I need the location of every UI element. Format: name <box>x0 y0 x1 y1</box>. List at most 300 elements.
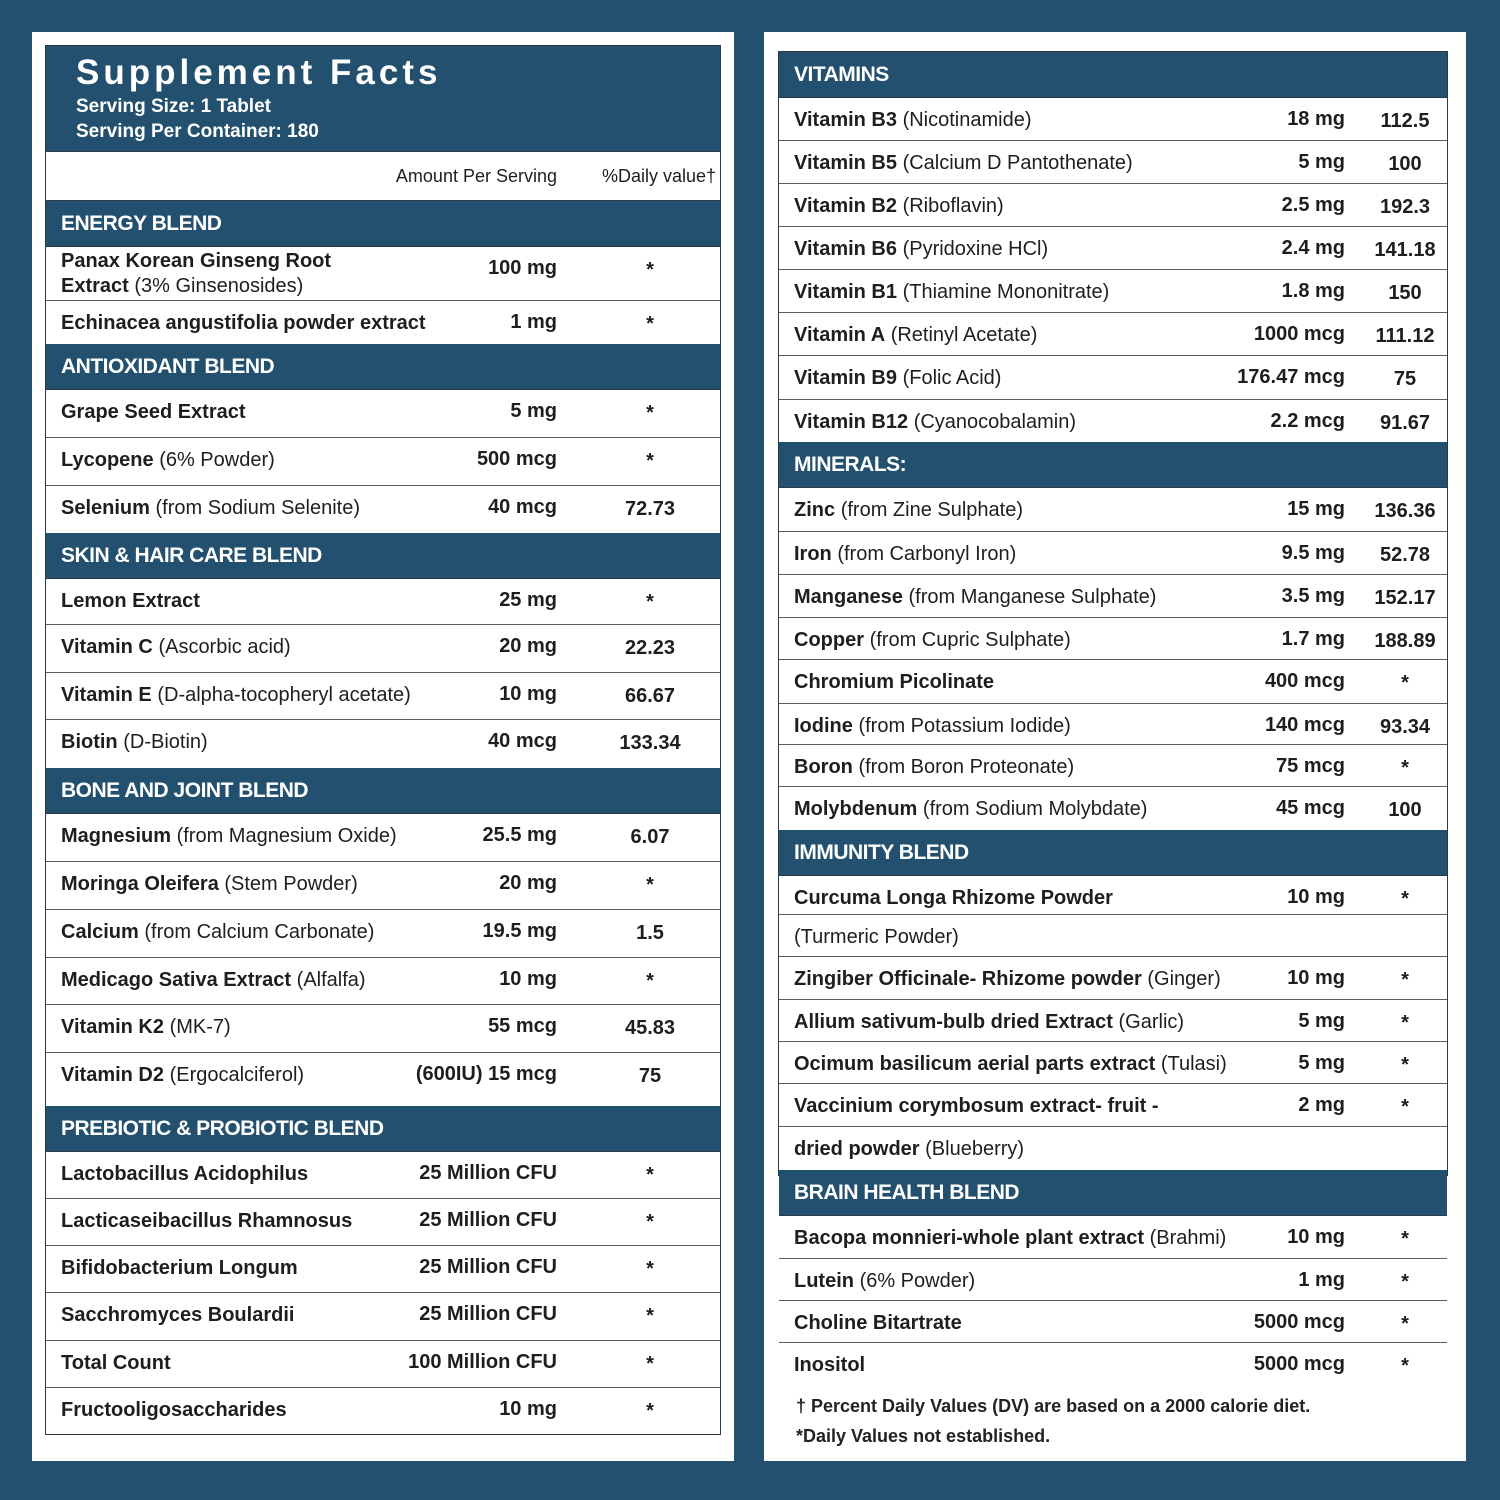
daily-value: 100 <box>1388 153 1422 175</box>
ingredient-source: (Ascorbic acid) <box>158 636 291 658</box>
amount-per-serving: 9.5 mg <box>1281 542 1345 564</box>
daily-value: * <box>646 313 654 335</box>
ingredient-row <box>46 1005 720 1053</box>
amount-per-serving: 25 Million CFU <box>419 1209 557 1231</box>
ingredient-primary: Vitamin B9 <box>794 367 897 389</box>
ingredient-row <box>46 862 720 910</box>
ingredient-name <box>61 920 374 945</box>
amount-per-serving: 15 mg <box>1287 498 1345 520</box>
ingredient-source: (D-alpha-tocopheryl acetate) <box>157 684 411 706</box>
ingredient-primary: Fructooligosaccharides <box>61 1399 287 1421</box>
amount-per-serving: 2.2 mcg <box>1270 410 1345 432</box>
ingredient-name <box>61 311 426 336</box>
ingredient-row <box>779 1127 1447 1170</box>
section-rows <box>779 488 1447 830</box>
daily-value: * <box>646 1400 654 1422</box>
section-rows <box>46 579 720 768</box>
ingredient-source: (Ergocalciferol) <box>169 1064 305 1086</box>
section-rows <box>46 814 720 1106</box>
ingredient-source: (from Zine Sulphate) <box>840 499 1023 521</box>
column-header <box>46 152 720 201</box>
amount-per-serving: 10 mg <box>499 1398 557 1420</box>
amount-per-serving: 10 mg <box>1287 967 1345 989</box>
ingredient-primary: Boron <box>794 756 853 778</box>
ingredient-source: (MK-7) <box>169 1016 231 1038</box>
ingredient-name <box>61 824 397 849</box>
ingredient-primary: Magnesium <box>61 825 172 847</box>
amount-per-serving: 2 mg <box>1298 1094 1345 1116</box>
ingredient-name <box>794 1311 962 1336</box>
ingredient-name <box>794 151 1133 176</box>
ingredient-row <box>779 184 1447 227</box>
ingredient-name <box>794 237 1048 262</box>
ingredient-primary: Curcuma Longa Rhizome Powder <box>794 887 1113 909</box>
ingredient-source: (Calcium D Pantothenate) <box>902 152 1133 174</box>
ingredient-source: (6% Powder) <box>859 1270 976 1292</box>
amount-per-serving: 25 Million CFU <box>419 1303 557 1325</box>
amount-per-serving: 3.5 mg <box>1281 585 1345 607</box>
amount-per-serving: 20 mg <box>499 872 557 894</box>
ingredient-primary: Zingiber Officinale- Rhizome powder <box>794 968 1142 990</box>
daily-value: 100 <box>1388 799 1422 821</box>
ingredient-primary: Zinc <box>794 499 836 521</box>
daily-value-column-label: %Daily value† <box>601 166 716 186</box>
amount-per-serving: 10 mg <box>499 683 557 705</box>
ingredient-source: (from Cupric Sulphate) <box>869 629 1071 651</box>
amount-per-serving: 18 mg <box>1287 108 1345 130</box>
ingredient-name <box>794 1094 1159 1119</box>
ingredient-name <box>61 730 208 755</box>
ingredient-primary: Vitamin D2 <box>61 1064 164 1086</box>
ingredient-primary: Vitamin K2 <box>61 1016 164 1038</box>
ingredient-name <box>794 323 1037 348</box>
ingredient-primary: Calcium <box>61 921 139 943</box>
section-rows <box>46 1152 720 1435</box>
ingredient-primary: Copper <box>794 629 864 651</box>
section-header: BONE AND JOINT BLEND <box>46 768 720 814</box>
daily-value: 72.73 <box>624 498 676 520</box>
daily-value: 75 <box>638 1065 662 1087</box>
amount-per-serving: 20 mg <box>499 635 557 657</box>
amount-per-serving: 75 mcg <box>1276 755 1345 777</box>
ingredient-row <box>779 1343 1447 1385</box>
daily-value: * <box>646 1164 654 1186</box>
ingredient-source: (Retinyl Acetate) <box>890 324 1038 346</box>
ingredient-row <box>46 1246 720 1293</box>
ingredient-primary: Iodine <box>794 715 853 737</box>
daily-value: * <box>1401 969 1409 991</box>
amount-per-serving: 25 mg <box>499 589 557 611</box>
daily-value: 1.5 <box>636 922 664 944</box>
ingredient-source: (from Carbonyl Iron) <box>837 543 1017 565</box>
amount-per-serving: 5 mg <box>1298 1010 1345 1032</box>
section-header: PREBIOTIC & PROBIOTIC BLEND <box>46 1106 720 1152</box>
left-panel <box>32 32 734 1461</box>
amount-column-label: Amount Per Serving <box>395 166 557 186</box>
ingredient-source: (Folic Acid) <box>902 367 1002 389</box>
ingredient-primary: Vitamin B3 <box>794 109 897 131</box>
amount-per-serving: 5 mg <box>510 400 557 422</box>
section-rows <box>779 876 1447 1170</box>
amount-per-serving: 100 Million CFU <box>408 1351 557 1373</box>
amount-per-serving: 1 mg <box>1298 1269 1345 1291</box>
ingredient-primary: Vitamin B2 <box>794 195 897 217</box>
ingredient-source: (from Calcium Carbonate) <box>144 921 375 943</box>
daily-value: 93.34 <box>1379 716 1431 738</box>
ingredient-name <box>794 366 1001 391</box>
amount-per-serving: 10 mg <box>1287 886 1345 908</box>
ingredient-row <box>779 98 1447 141</box>
ingredient-source: (3% Ginsenosides) <box>134 275 304 297</box>
ingredient-source: (Tulasi) <box>1160 1053 1227 1075</box>
ingredient-row <box>779 876 1447 915</box>
left-sections <box>46 201 720 1435</box>
amount-per-serving: 5000 mcg <box>1253 1353 1345 1375</box>
section-header: ANTIOXIDANT BLEND <box>46 344 720 390</box>
page-title: Supplement Facts <box>76 53 442 92</box>
amount-per-serving: 25 Million CFU <box>419 1162 557 1184</box>
ingredient-name <box>794 755 1074 780</box>
ingredient-row <box>779 704 1447 745</box>
ingredient-name <box>794 1137 1024 1162</box>
ingredient-name <box>794 1226 1226 1251</box>
ingredient-row <box>46 1293 720 1341</box>
ingredient-primary: Bifidobacterium Longum <box>61 1257 298 1279</box>
ingredient-source: (from Boron Proteonate) <box>858 756 1075 778</box>
right-sections <box>779 52 1447 1385</box>
ingredient-primary: Panax Korean Ginseng Root Extract <box>61 250 332 297</box>
ingredient-name <box>794 585 1156 610</box>
ingredient-source: (from Magnesium Oxide) <box>176 825 397 847</box>
amount-per-serving: 5 mg <box>1298 1052 1345 1074</box>
daily-value: 22.23 <box>624 637 676 659</box>
not-established-footnote: *Daily Values not established. <box>796 1426 1051 1446</box>
daily-value: * <box>1401 1096 1409 1118</box>
ingredient-name <box>794 1353 865 1378</box>
amount-per-serving: (600IU) 15 mcg <box>415 1063 557 1085</box>
daily-value: * <box>1401 1271 1409 1293</box>
daily-value: 141.18 <box>1374 239 1436 261</box>
ingredient-name <box>61 635 291 660</box>
ingredient-row <box>779 141 1447 184</box>
supplement-facts-table-right <box>778 51 1448 1377</box>
ingredient-name <box>61 1015 231 1040</box>
daily-value: 136.36 <box>1374 500 1436 522</box>
ingredient-row <box>779 227 1447 270</box>
ingredient-row <box>46 579 720 625</box>
ingredient-name <box>794 498 1023 523</box>
amount-per-serving: 2.4 mg <box>1281 237 1345 259</box>
serving-size: Serving Size: 1 Tablet <box>76 96 271 117</box>
ingredient-source: (Thiamine Mononitrate) <box>902 281 1110 303</box>
amount-per-serving: 500 mcg <box>476 448 557 470</box>
amount-per-serving: 25.5 mg <box>482 824 557 846</box>
ingredient-primary: Moringa Oleifera <box>61 873 219 895</box>
daily-value: * <box>1401 672 1409 694</box>
ingredient-name <box>61 968 366 993</box>
ingredient-primary: Vitamin B1 <box>794 281 897 303</box>
amount-per-serving: 1000 mcg <box>1253 323 1345 345</box>
amount-per-serving: 140 mcg <box>1264 714 1345 736</box>
ingredient-primary: Echinacea angustifolia powder extract <box>61 312 426 334</box>
amount-per-serving: 55 mcg <box>488 1015 557 1037</box>
ingredient-name <box>794 925 959 950</box>
ingredient-row <box>779 313 1447 356</box>
daily-value: 45.83 <box>624 1017 676 1039</box>
ingredient-primary: Allium sativum-bulb dried Extract <box>794 1011 1113 1033</box>
daily-value: 188.89 <box>1374 630 1436 652</box>
daily-value: * <box>646 874 654 896</box>
amount-per-serving: 100 mg <box>488 257 557 279</box>
ingredient-row <box>46 390 720 438</box>
section-header: ENERGY BLEND <box>46 201 720 247</box>
ingredient-row <box>779 1216 1447 1259</box>
amount-per-serving: 5000 mcg <box>1253 1311 1345 1333</box>
ingredient-primary: Lemon Extract <box>61 590 200 612</box>
section-rows <box>779 98 1447 442</box>
daily-value: 75 <box>1393 368 1417 390</box>
daily-value: * <box>1401 1012 1409 1034</box>
ingredient-source: (Cyanocobalamin) <box>913 411 1076 433</box>
ingredient-primary: Vitamin B6 <box>794 238 897 260</box>
ingredient-row <box>779 787 1447 830</box>
ingredient-row <box>779 400 1447 442</box>
daily-value: * <box>1401 1355 1409 1377</box>
ingredient-name <box>794 410 1076 435</box>
ingredient-source: (Ginger) <box>1147 968 1221 990</box>
ingredient-primary: Total Count <box>61 1352 171 1374</box>
daily-value: 52.78 <box>1379 544 1431 566</box>
ingredient-primary: Choline Bitartrate <box>794 1312 962 1334</box>
amount-per-serving: 1 mg <box>510 311 557 333</box>
ingredient-row <box>779 957 1447 1000</box>
ingredient-source: (Riboflavin) <box>902 195 1004 217</box>
ingredient-name <box>61 683 411 708</box>
ingredient-source: (Turmeric Powder) <box>794 926 959 948</box>
right-panel <box>764 32 1466 1461</box>
daily-value: 133.34 <box>619 732 681 754</box>
ingredient-primary: Lutein <box>794 1270 854 1292</box>
ingredient-name <box>794 628 1071 653</box>
ingredient-name <box>794 714 1071 739</box>
ingredient-row <box>46 1388 720 1435</box>
ingredient-primary: Molybdenum <box>794 798 918 820</box>
ingredient-row <box>779 915 1447 957</box>
ingredient-primary: Bacopa monnieri-whole plant extract <box>794 1227 1145 1249</box>
ingredient-row <box>779 575 1447 618</box>
ingredient-name <box>794 194 1004 219</box>
amount-per-serving: 40 mcg <box>488 730 557 752</box>
ingredient-primary: Inositol <box>794 1354 866 1376</box>
ingredient-primary: Chromium Picolinate <box>794 671 995 693</box>
ingredient-name <box>794 967 1221 992</box>
section-rows <box>46 390 720 533</box>
ingredient-row <box>46 958 720 1005</box>
ingredient-primary: Vitamin E <box>61 684 152 706</box>
supplement-facts-table-left <box>45 45 721 1435</box>
ingredient-row <box>46 1152 720 1199</box>
ingredient-name <box>61 1256 298 1281</box>
amount-per-serving: 40 mcg <box>488 496 557 518</box>
ingredient-name <box>794 542 1016 567</box>
ingredient-name <box>61 872 358 897</box>
amount-per-serving: 5 mg <box>1298 151 1345 173</box>
ingredient-name <box>61 496 360 521</box>
ingredient-name <box>794 280 1109 305</box>
ingredient-row <box>46 1341 720 1388</box>
ingredient-source: (Blueberry) <box>925 1138 1025 1160</box>
ingredient-primary: Lacticaseibacillus Rhamnosus <box>61 1210 353 1232</box>
daily-value: 6.07 <box>630 826 670 848</box>
section-header: VITAMINS <box>779 52 1447 98</box>
ingredient-row <box>46 673 720 720</box>
daily-value: * <box>1401 757 1409 779</box>
ingredient-primary: Vitamin B12 <box>794 411 909 433</box>
amount-per-serving: 10 mg <box>1287 1226 1345 1248</box>
ingredient-primary: Vaccinium corymbosum extract- fruit - <box>794 1095 1159 1117</box>
section-rows <box>779 1216 1447 1385</box>
daily-value: * <box>646 970 654 992</box>
dv-footnote: † Percent Daily Values (DV) are based on a 2000 calorie diet. <box>796 1396 1311 1416</box>
amount-per-serving: 1.7 mg <box>1281 628 1345 650</box>
ingredient-row <box>779 1042 1447 1084</box>
daily-value: * <box>1401 1054 1409 1076</box>
ingredient-row <box>46 1199 720 1246</box>
daily-value: * <box>1401 1313 1409 1335</box>
daily-value: * <box>646 450 654 472</box>
ingredient-name <box>61 249 391 299</box>
amount-per-serving: 400 mcg <box>1264 670 1345 692</box>
ingredient-row <box>779 618 1447 660</box>
daily-value: * <box>646 1305 654 1327</box>
ingredient-name <box>61 400 246 425</box>
ingredient-source: (Garlic) <box>1118 1011 1185 1033</box>
ingredient-primary: Sacchromyces Boulardii <box>61 1304 295 1326</box>
amount-per-serving: 2.5 mg <box>1281 194 1345 216</box>
ingredient-source: (6% Powder) <box>159 449 275 471</box>
ingredient-name <box>794 670 994 695</box>
daily-value: * <box>1401 1228 1409 1250</box>
daily-value: * <box>1401 888 1409 910</box>
ingredient-name <box>794 886 1113 911</box>
ingredient-primary: Vitamin B5 <box>794 152 897 174</box>
ingredient-row <box>46 247 720 301</box>
daily-value: * <box>646 1258 654 1280</box>
daily-value: 152.17 <box>1374 587 1436 609</box>
daily-value: 111.12 <box>1375 325 1435 347</box>
amount-per-serving: 25 Million CFU <box>419 1256 557 1278</box>
ingredient-primary: Vitamin A <box>794 324 886 346</box>
ingredient-row <box>779 1301 1447 1343</box>
daily-value: * <box>646 259 654 281</box>
daily-value: 150 <box>1388 282 1422 304</box>
ingredient-source: (Nicotinamide) <box>902 109 1032 131</box>
amount-per-serving: 10 mg <box>499 968 557 990</box>
ingredient-primary: dried powder <box>794 1138 920 1160</box>
daily-value: 91.67 <box>1379 412 1431 434</box>
ingredient-row <box>46 301 720 344</box>
ingredient-name <box>794 1269 975 1294</box>
ingredient-row <box>779 488 1447 532</box>
ingredient-source: (Pyridoxine HCl) <box>902 238 1049 260</box>
ingredient-row <box>46 486 720 533</box>
ingredient-row <box>46 1053 720 1106</box>
daily-value: * <box>646 402 654 424</box>
ingredient-source: (Alfalfa) <box>296 969 366 991</box>
ingredient-row <box>779 356 1447 400</box>
ingredient-source: (D-Biotin) <box>123 731 208 753</box>
ingredient-name <box>61 1351 171 1376</box>
ingredient-row <box>779 1000 1447 1042</box>
ingredient-name <box>61 1162 308 1187</box>
title-block <box>46 46 720 152</box>
ingredient-source: (from Manganese Sulphate) <box>908 586 1157 608</box>
section-header: MINERALS: <box>779 442 1447 488</box>
ingredient-primary: Lycopene <box>61 449 154 471</box>
ingredient-primary: Medicago Sativa Extract <box>61 969 292 991</box>
ingredient-name <box>794 1010 1184 1035</box>
ingredient-name <box>61 589 200 614</box>
ingredient-row <box>779 532 1447 575</box>
ingredient-primary: Ocimum basilicum aerial parts extract <box>794 1053 1156 1075</box>
ingredient-source: (from Potassium Iodide) <box>858 715 1071 737</box>
amount-per-serving: 45 mcg <box>1276 797 1345 819</box>
ingredient-name <box>794 1052 1227 1077</box>
ingredient-row <box>46 720 720 768</box>
ingredient-row <box>779 660 1447 704</box>
amount-per-serving: 19.5 mg <box>482 920 557 942</box>
section-rows <box>46 247 720 344</box>
ingredient-name <box>794 797 1147 822</box>
daily-value: * <box>646 1353 654 1375</box>
ingredient-source: (Brahmi) <box>1149 1227 1227 1249</box>
section-header: BRAIN HEALTH BLEND <box>779 1170 1447 1216</box>
ingredient-source: (from Sodium Molybdate) <box>922 798 1148 820</box>
ingredient-name <box>61 1063 304 1088</box>
amount-per-serving: 176.47 mcg <box>1237 366 1345 388</box>
ingredient-primary: Iron <box>794 543 832 565</box>
servings-per-container: Serving Per Container: 180 <box>76 121 319 142</box>
ingredient-name <box>61 1398 287 1423</box>
amount-per-serving: 1.8 mg <box>1281 280 1345 302</box>
ingredient-primary: Selenium <box>61 497 150 519</box>
ingredient-primary: Vitamin C <box>61 636 153 658</box>
ingredient-row <box>46 814 720 862</box>
ingredient-row <box>46 910 720 958</box>
ingredient-primary: Manganese <box>794 586 903 608</box>
ingredient-primary: Grape Seed Extract <box>61 401 246 423</box>
ingredient-row <box>779 745 1447 787</box>
ingredient-source: (from Sodium Selenite) <box>155 497 361 519</box>
ingredient-primary: Biotin <box>61 731 118 753</box>
ingredient-name <box>61 1303 294 1328</box>
ingredient-name <box>61 448 275 473</box>
ingredient-row <box>779 1259 1447 1301</box>
daily-value: 112.5 <box>1380 110 1430 132</box>
daily-value: * <box>646 1211 654 1233</box>
ingredient-name <box>794 108 1032 133</box>
ingredient-row <box>46 438 720 486</box>
ingredient-row <box>46 625 720 673</box>
ingredient-row <box>779 270 1447 313</box>
daily-value: 192.3 <box>1379 196 1431 218</box>
ingredient-source: (Stem Powder) <box>224 873 358 895</box>
ingredient-row <box>779 1084 1447 1127</box>
ingredient-name <box>61 1209 352 1234</box>
section-header: IMMUNITY BLEND <box>779 830 1447 876</box>
section-header: SKIN & HAIR CARE BLEND <box>46 533 720 579</box>
daily-value: 66.67 <box>624 685 676 707</box>
